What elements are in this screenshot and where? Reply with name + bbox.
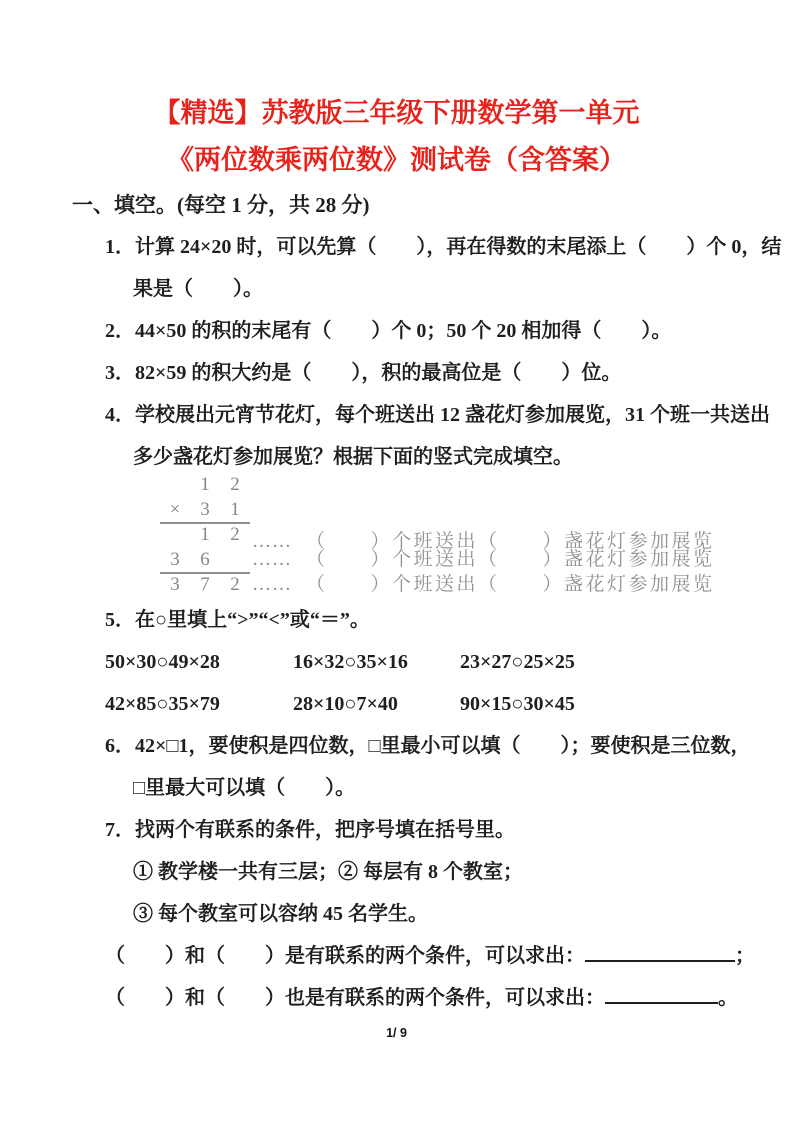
vm-ellipsis: ……: [252, 531, 292, 552]
q7-fill-1-punct: ；: [735, 945, 755, 967]
vertical-multiplication: [160, 472, 753, 597]
vm-annotation: （ ）个班送出（ ）盏花灯参加展览: [306, 549, 715, 570]
q7-fill-1-text: （ ）和（ ）是有联系的两个条件，可以求出：: [105, 945, 585, 967]
vm-digit: 6: [200, 549, 210, 570]
section-heading: 一、填空。(每空 1 分，共 28 分): [72, 193, 370, 217]
vm-ellipsis: ……: [252, 574, 292, 595]
vm-digit: 3: [170, 549, 180, 570]
q5-comparison-grid: [72, 641, 753, 725]
question-7-conditions-1-2: ① 教学楼一共有三层；② 每层有 8 个教室；: [133, 861, 523, 883]
question-7-line-1: 7．找两个有联系的条件，把序号填在括号里。: [105, 819, 515, 841]
vm-digit: 1: [200, 524, 210, 545]
vm-annotation: （ ）个班送出（ ）盏花灯参加展览: [306, 531, 715, 552]
page-title-line-1: 【精选】苏教版三年级下册数学第一单元: [153, 98, 640, 128]
vm-digit: 3: [170, 574, 180, 595]
page-title-line-2: 《两位数乘两位数》测试卷（含答案）: [167, 145, 626, 175]
q5-comparison-item: 23×27○25×25: [460, 651, 575, 673]
vm-digit: [220, 547, 250, 572]
vm-row-multiplier: [160, 497, 753, 522]
vm-digit: 2: [230, 474, 240, 495]
question-7-fill-2: [72, 977, 753, 1019]
question-6-line-2: □里最大可以填（ ）。: [133, 777, 356, 799]
question-2: 2．44×50 的积的末尾有（ ）个 0；50 个 20 相加得（ ）。: [105, 320, 672, 342]
q7-fill-2-punct: 。: [718, 987, 738, 1009]
q5-comparison-item: 28×10○7×40: [293, 693, 398, 715]
question-4-line-2: 多少盏花灯参加展览？根据下面的竖式完成填空。: [133, 446, 573, 468]
question-7-condition-3: ③ 每个教室可以容纳 45 名学生。: [133, 903, 428, 925]
vm-digit: 1: [230, 499, 240, 520]
question-6-line-1: 6．42×□1，要使积是四位数，□里最小可以填（ ）；要使积是三位数，: [105, 735, 751, 757]
question-5-line-1: 5．在○里填上“>”“<”或“＝”。: [105, 609, 370, 631]
question-1-line-2: 果是（ ）。: [133, 278, 263, 300]
vm-digit: 7: [200, 574, 210, 595]
q5-comparison-item: 90×15○30×45: [460, 693, 575, 715]
vm-digit: 1: [200, 474, 210, 495]
vm-digit: [160, 522, 190, 547]
vm-multiply-sign: ×: [169, 499, 181, 520]
vm-ellipsis: ……: [252, 549, 292, 570]
vm-row-partial-product-1: [160, 522, 753, 552]
question-7-fill-1: [72, 935, 753, 977]
answer-blank-line: [605, 984, 718, 1004]
vm-digit: [160, 472, 190, 497]
q5-comparison-item: 50×30○49×28: [105, 651, 220, 673]
page-number: 1/ 9: [386, 1026, 407, 1040]
document-title: [0, 0, 793, 184]
vm-row-partial-product-2: [160, 547, 753, 572]
section-fill-in-blanks: [0, 184, 793, 1019]
q5-comparison-item: 16×32○35×16: [293, 651, 408, 673]
vm-digit: 2: [230, 524, 240, 545]
answer-blank-line: [585, 942, 735, 962]
vm-row-product: [160, 572, 753, 597]
question-4-line-1: 4．学校展出元宵节花灯，每个班送出 12 盏花灯参加展览，31 个班一共送出: [105, 404, 770, 426]
vm-digit: 2: [230, 574, 240, 595]
q5-comparison-item: 42×85○35×79: [105, 693, 220, 715]
vm-digit: 3: [200, 499, 210, 520]
question-1-line-1: 1．计算 24×20 时，可以先算（ ），再在得数的末尾添上（ ）个 0，结: [105, 236, 782, 258]
question-3: 3．82×59 的积大约是（ ），积的最高位是（ ）位。: [105, 362, 622, 384]
vm-annotation: （ ）个班送出（ ）盏花灯参加展览: [306, 574, 715, 595]
q7-fill-2-text: （ ）和（ ）也是有联系的两个条件，可以求出：: [105, 987, 605, 1009]
